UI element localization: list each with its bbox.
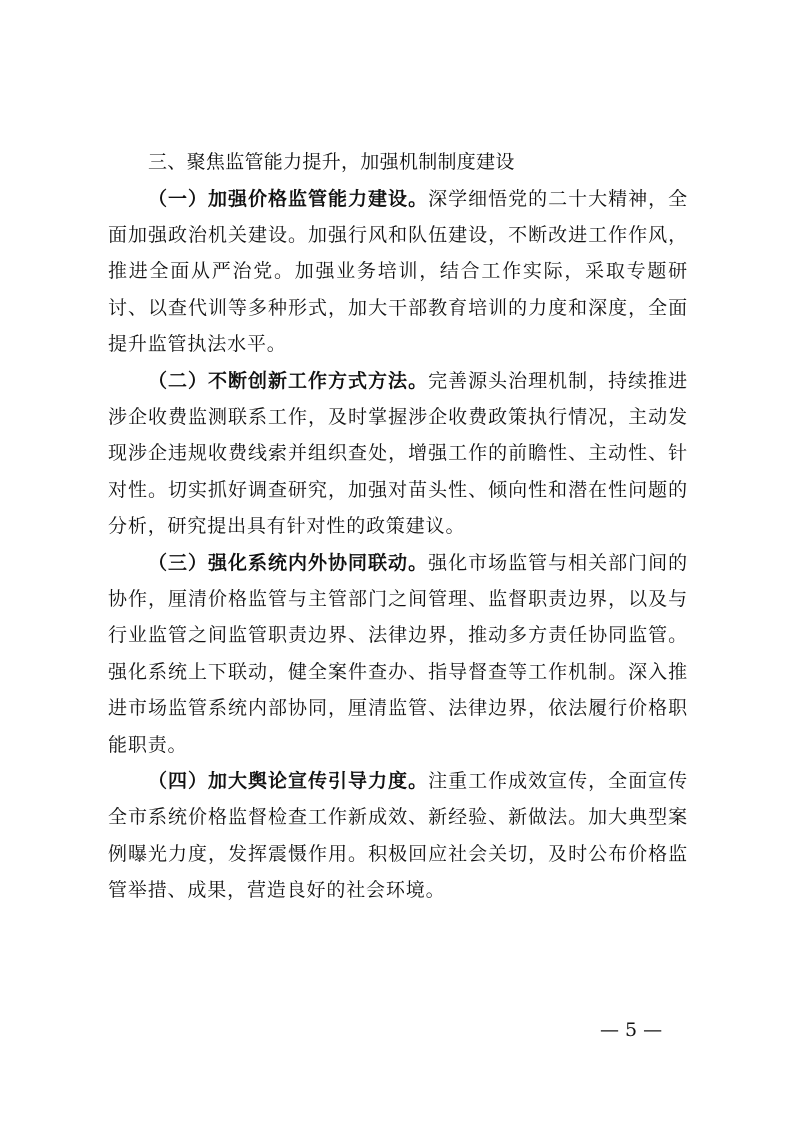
paragraph-1-body: 深学细悟党的二十大精神，全面加强政治机关建设。加强行风和队伍建设，不断改进工作作风，推进全面从严治党。加强业务培训，结合工作实际，采取专题研讨、以查代训等多种形式，加大干部教育培训的力度和深度，全面提升监管执法水平。 <box>108 187 688 356</box>
paragraph-4-body: 注重工作成效宣传，全面宣传全市系统价格监督检查工作新成效、新经验、新做法。加大典型案例曝光力度，发挥震慑作用。积极回应社会关切，及时公布价格监管举措、成果，营造良好的社会环境。 <box>108 770 688 902</box>
paragraph-1-lead: （一）加强价格监管能力建设。 <box>148 187 429 210</box>
document-body <box>108 144 688 909</box>
paragraph-2-lead: （二）不断创新工作方式方法。 <box>148 369 429 392</box>
paragraph-4-lead: （四）加大舆论宣传引导力度。 <box>148 770 429 792</box>
paragraph-4 <box>108 763 688 909</box>
paragraph-3 <box>108 545 688 763</box>
paragraph-2-body: 完善源头治理机制，持续推进涉企收费监测联系工作，及时掌握涉企收费政策执行情况，主动发现涉企违规收费线索并组织查处，增强工作的前瞻性、主动性、针对性。切实抓好调查研究，加强对苗头性、倾向性和潜在性问题的分析，研究提出具有针对性的政策建议。 <box>108 369 688 538</box>
paragraph-3-lead: （三）强化系统内外协同联动。 <box>148 551 429 574</box>
paragraph-2 <box>108 363 688 545</box>
page-number: — 5 — <box>600 1019 663 1041</box>
paragraph-1 <box>108 181 688 363</box>
paragraph-3-body: 强化市场监管与相关部门间的协作，厘清价格监管与主管部门之间管理、监督职责边界，以及与行业监管之间监管职责边界、法律边界，推动多方责任协同监管。强化系统上下联动，健全案件查办、指导督查等工作机制。深入推进市场监管系统内部协同，厘清监管、法律边界，依法履行价格职能职责。 <box>108 551 688 756</box>
section-heading: 三、聚焦监管能力提升，加强机制制度建设 <box>148 151 515 173</box>
